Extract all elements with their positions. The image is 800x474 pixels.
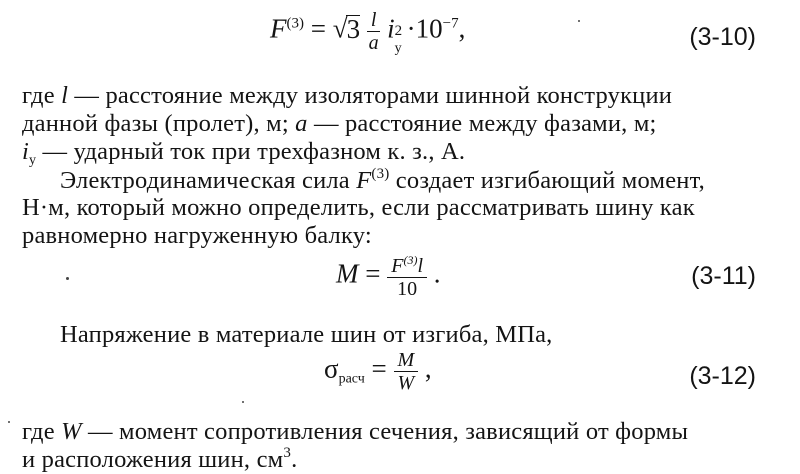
eq2-end: . [427, 258, 441, 289]
eq2-equals: = [358, 258, 388, 289]
para1-line1 [22, 82, 672, 110]
eq1-sqrt-arg: 3 [346, 13, 361, 44]
equation-number-3-12: (3-12) [689, 362, 756, 390]
para1-text: где [22, 82, 62, 109]
scan-speck [578, 20, 580, 22]
para1-line2 [22, 110, 657, 138]
para1-text: — ударный ток при трехфазном к. з., А. [36, 138, 466, 165]
para4-text: и расположения шин, см [22, 446, 284, 473]
eq1-fraction [367, 10, 381, 53]
eq3-lhs: σ [324, 353, 339, 384]
var-F-sup: (3) [371, 166, 390, 182]
equation-3-10 [270, 9, 466, 56]
eq2-frac-num [387, 254, 427, 276]
equation-3-12 [324, 350, 432, 393]
eq1-tail: ·10 [406, 13, 443, 44]
para2-line1 [60, 166, 705, 195]
eq1-i-sub: у [394, 40, 402, 56]
eq1-frac-den: a [368, 32, 379, 54]
para1-text: — расстояние между изоляторами шинной конструкции [68, 82, 673, 109]
scan-speck [8, 421, 10, 423]
equation-3-11 [336, 254, 441, 299]
eq1-lhs: F [270, 13, 287, 44]
scan-speck [242, 401, 244, 403]
scan-speck [66, 277, 69, 280]
eq1-i-sup: 2 [394, 22, 403, 39]
eq3-frac-den: W [397, 372, 415, 394]
unit-sup: 3 [283, 445, 292, 461]
equation-number-3-10: (3-10) [689, 23, 756, 51]
para2-line3: равномерно нагруженную балку: [22, 222, 372, 249]
var-i: i [22, 138, 30, 165]
eq2-lhs: M [336, 258, 359, 289]
eq3-equals: = [364, 353, 394, 384]
para2-line2: Н·м, который можно определить, если рассматривать шину как [22, 194, 695, 221]
eq2-fraction [387, 254, 427, 299]
eq3-lhs-sub: расч [338, 371, 365, 387]
eq1-tail-sup: −7 [442, 15, 459, 32]
para1-line3 [22, 138, 465, 169]
para3-line1: Напряжение в материале шин от изгиба, МПа, [60, 321, 553, 348]
var-l: l [61, 82, 69, 109]
eq2-num-F: F [391, 255, 404, 277]
var-a: a [295, 110, 308, 137]
equation-number-3-11: (3-11) [691, 262, 756, 290]
eq1-lhs-sup: (3) [286, 15, 304, 32]
eq1-frac-num: l [370, 9, 377, 31]
eq2-num-l: l [417, 255, 424, 277]
para4-text: . [291, 446, 298, 473]
eq1-equals: = [304, 13, 333, 44]
para2-text: создает изгибающий момент, [389, 167, 705, 194]
eq1-sqrt-sign: √ [332, 13, 348, 44]
eq3-end: , [418, 353, 432, 384]
para2-text: Электродинамическая сила [60, 167, 357, 194]
eq1-end: , [458, 13, 466, 44]
para1-text: данной фазы (пролет), м; [22, 110, 296, 137]
var-F: F [356, 167, 372, 194]
para1-text: — расстояние между фазами, м; [307, 110, 657, 137]
eq2-frac-den: 10 [397, 278, 418, 300]
para4-line1 [22, 418, 688, 446]
eq3-fraction [394, 350, 419, 393]
eq2-num-sup: (3) [403, 253, 418, 267]
var-W: W [61, 418, 82, 445]
eq3-frac-num: M [397, 349, 415, 371]
para4-text: — момент сопротивления сечения, зависящий от формы [81, 418, 689, 445]
para4-line2 [22, 445, 297, 474]
para4-text: где [22, 418, 62, 445]
var-i-sub: у [29, 153, 37, 168]
eq1-i: i [387, 13, 395, 44]
